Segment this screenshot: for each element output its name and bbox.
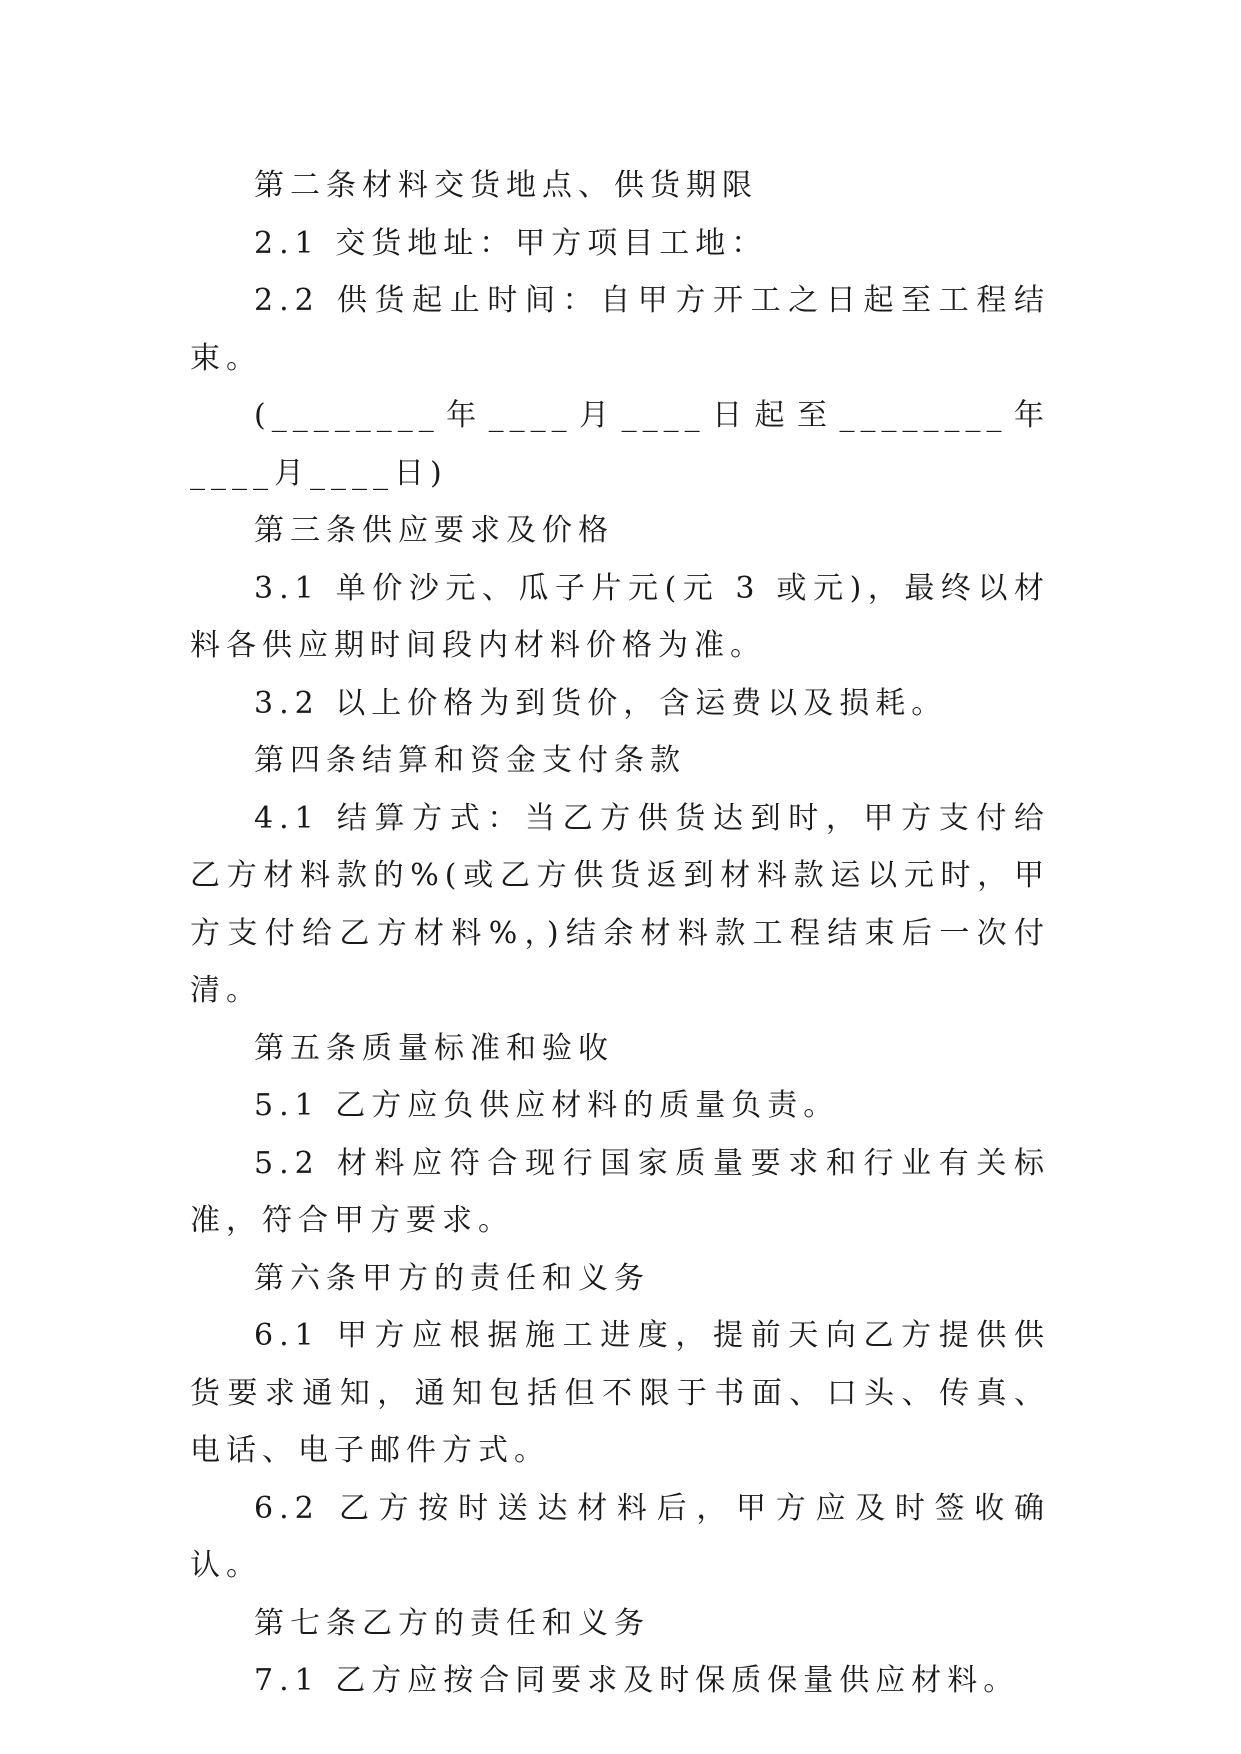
clause-3-1: 3.1 单价沙元、瓜子片元(元 3 或元)，最终以材料各供应期时间段内材料价格为准。 — [190, 570, 1050, 663]
section-heading-4: 第四条结算和资金支付条款 — [254, 743, 686, 778]
section-heading-3: 第三条供应要求及价格 — [254, 513, 614, 548]
document-body — [190, 157, 1050, 1710]
clause-3-2: 3.2 以上价格为到货价，含运费以及损耗。 — [254, 685, 948, 721]
clause-5-1: 5.1 乙方应负供应材料的质量负责。 — [254, 1088, 840, 1123]
section-heading-5: 第五条质量标准和验收 — [254, 1030, 614, 1066]
section-heading-6: 第六条甲方的责任和义务 — [254, 1260, 650, 1296]
section-heading-2: 第二条材料交货地点、供货期限 — [254, 168, 758, 203]
clause-2-2: 2.2 供货起止时间：自甲方开工之日起至工程结束。 — [190, 283, 1050, 376]
section-heading-7: 第七条乙方的责任和义务 — [254, 1605, 650, 1641]
clause-7-1: 7.1 乙方应按合同要求及时保质保量供应材料。 — [254, 1663, 1020, 1698]
clause-5-2: 5.2 材料应符合现行国家质量要求和行业有关标准，符合甲方要求。 — [190, 1145, 1050, 1238]
clause-4-1: 4.1 结算方式：当乙方供货达到时，甲方支付给乙方材料款的%(或乙方供货返到材料款运以元时，甲方支付给乙方材料%，)结余材料款工程结束后一次付清。 — [190, 800, 1050, 1008]
clause-2-1: 2.1 交货地址：甲方项目工地： — [254, 225, 768, 261]
clause-6-1: 6.1 甲方应根据施工进度，提前天向乙方提供供货要求通知，通知包括但不限于书面、口头、传真、电话、电子邮件方式。 — [190, 1318, 1050, 1468]
supply-period-blank: (________年____月____日起至________年____月____日) — [190, 398, 1050, 491]
clause-6-2: 6.2 乙方按时送达材料后，甲方应及时签收确认。 — [190, 1490, 1050, 1583]
